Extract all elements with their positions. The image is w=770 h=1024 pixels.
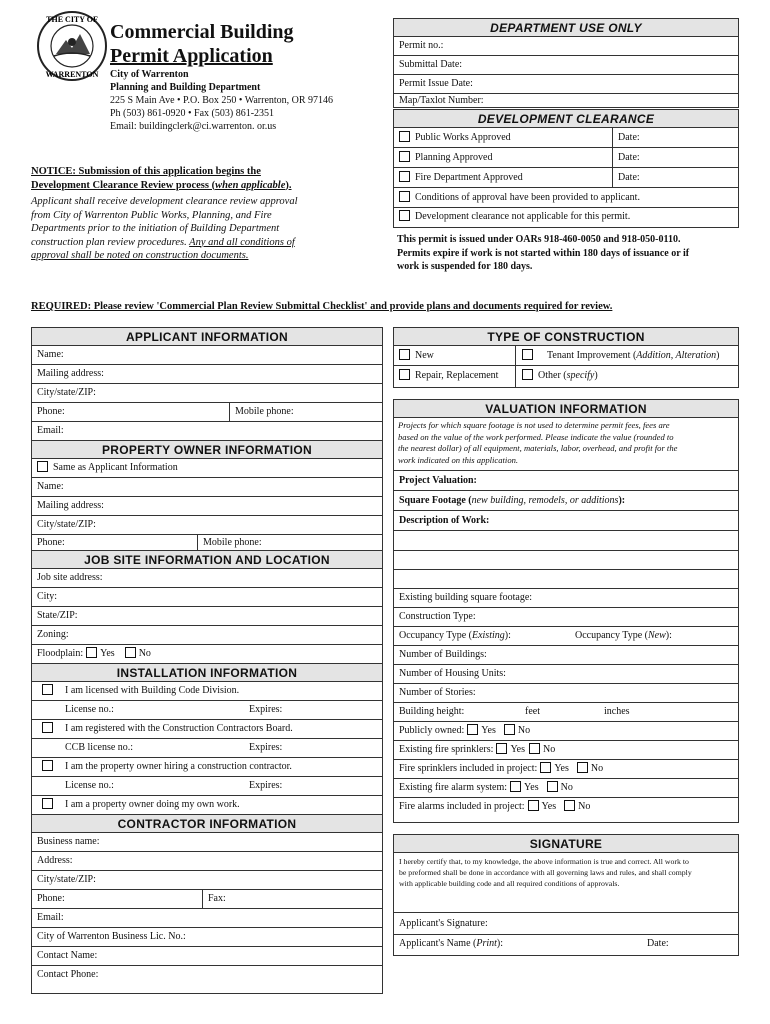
clearance-not-applicable[interactable]: Development clearance not applicable for this permit.: [394, 208, 738, 226]
jobsite-city-field[interactable]: City:: [32, 588, 382, 607]
floodplain-field[interactable]: Floodplain: Yes No: [32, 645, 382, 664]
fire-dept-approved[interactable]: Fire Department Approved Date:: [394, 168, 738, 188]
contact-name-field[interactable]: Contact Name:: [32, 947, 382, 966]
checkbox[interactable]: [522, 369, 533, 380]
tenant-improvement-option[interactable]: Tenant Improvement (Addition, Alteration): [522, 346, 719, 365]
business-license-field[interactable]: City of Warrenton Business Lic. No.:: [32, 928, 382, 947]
checkbox[interactable]: [399, 210, 410, 221]
oar-notice: This permit is issued under OARs 918-460-0050 and 918-050-0110. Permits expire if work is not started within 180 days of issuance or if work is suspended for 180 days.: [397, 234, 690, 272]
owner-info-title: PROPERTY OWNER INFORMATION: [32, 441, 382, 459]
svg-text:WARRENTON: WARRENTON: [45, 70, 99, 79]
valuation-title: VALUATION INFORMATION: [394, 400, 738, 418]
jobsite-info-title: JOB SITE INFORMATION AND LOCATION: [32, 551, 382, 569]
left-column: [31, 327, 383, 994]
applicant-print-name-field[interactable]: Applicant's Name (Print): Date:: [394, 935, 738, 955]
jobsite-statezip-field[interactable]: State/ZIP:: [32, 607, 382, 626]
zoning-field[interactable]: Zoning:: [32, 626, 382, 645]
alarm-proj-yes-checkbox[interactable]: [528, 800, 539, 811]
description-line-2[interactable]: [394, 531, 738, 551]
permit-issue-date-field[interactable]: Permit Issue Date:: [394, 75, 738, 94]
checkbox[interactable]: [42, 798, 53, 809]
dept-address: 225 S Main Ave • P.O. Box 250 • Warrenton, OR 97146: [110, 95, 334, 106]
submittal-date-field[interactable]: Submittal Date:: [394, 56, 738, 75]
owner-csz-field[interactable]: City/state/ZIP:: [32, 516, 382, 535]
alarm-proj-no-checkbox[interactable]: [564, 800, 575, 811]
construction-type-box: [393, 327, 739, 388]
checkbox[interactable]: [37, 461, 48, 472]
applicant-mobile-field[interactable]: Mobile phone:: [235, 406, 294, 417]
svg-text:THE CITY OF: THE CITY OF: [46, 15, 98, 24]
checkbox[interactable]: [399, 191, 410, 202]
applicant-phone-field[interactable]: Phone: Mobile phone:: [32, 403, 382, 422]
owner-phone-field[interactable]: Phone: Mobile phone:: [32, 535, 382, 551]
contractor-fax-field[interactable]: Fax:: [208, 893, 226, 904]
jobsite-address-field[interactable]: Job site address:: [32, 569, 382, 588]
ccb-license-field[interactable]: CCB license no.: Expires:: [32, 739, 382, 758]
checkbox[interactable]: [399, 369, 410, 380]
construction-row-2: [394, 366, 738, 387]
description-field[interactable]: Description of Work:: [394, 511, 738, 531]
num-housing-field[interactable]: Number of Housing Units:: [394, 665, 738, 684]
dept-contact: [110, 68, 333, 133]
floodplain-no-checkbox[interactable]: [125, 647, 136, 658]
checkbox[interactable]: [42, 684, 53, 695]
checkbox[interactable]: [399, 171, 410, 182]
contact-phone-field[interactable]: Contact Phone:: [37, 969, 99, 980]
sprinklers-proj-yes-checkbox[interactable]: [540, 762, 551, 773]
department-use-box: [393, 18, 739, 108]
owner-hiring-contractor[interactable]: I am the property owner hiring a construction contractor.: [32, 758, 382, 777]
dept-name: Planning and Building Department: [110, 82, 261, 93]
city-name: City of Warrenton: [110, 69, 189, 80]
num-stories-field[interactable]: Number of Stories:: [394, 684, 738, 703]
signature-title: SIGNATURE: [394, 835, 738, 853]
checkbox[interactable]: [399, 151, 410, 162]
contractor-phone-field[interactable]: Phone: Fax:: [32, 890, 382, 909]
project-alarm-field[interactable]: Fire alarms included in project: Yes No: [399, 801, 591, 812]
planning-approved[interactable]: Planning Approved Date:: [394, 148, 738, 168]
checkbox[interactable]: [42, 760, 53, 771]
ccb-registered[interactable]: I am registered with the Construction Contractors Board.: [32, 720, 382, 739]
dept-phone: Ph (503) 861-0920 • Fax (503) 861-2351: [110, 108, 275, 119]
dept-use-title: DEPARTMENT USE ONLY: [394, 19, 738, 37]
hiring-license-field[interactable]: License no.: Expires:: [32, 777, 382, 796]
checkbox[interactable]: [399, 131, 410, 142]
checkbox[interactable]: [522, 349, 533, 360]
development-clearance-box: [393, 109, 739, 228]
applicant-signature-field[interactable]: Applicant's Signature:: [394, 913, 738, 935]
publicly-owned-field[interactable]: Publicly owned: Yes No: [394, 722, 738, 741]
construction-type-field[interactable]: Construction Type:: [394, 608, 738, 627]
signature-box: [393, 834, 739, 956]
owner-own-work[interactable]: I am a property owner doing my own work.: [32, 796, 382, 815]
occupancy-field[interactable]: Occupancy Type (Existing): Occupancy Type (New):: [394, 627, 738, 646]
notice: NOTICE: Submission of this application begins the Development Clearance Review process (when applicable). Applicant shall receive development clearance review approval from City of Warrenton Public Works, Planning, and Fire Departments prior to the initiation of Building Department construction plan review procedures. Any and all conditions of approval shall be noted on construction documents.: [31, 166, 298, 261]
signature-date-field[interactable]: Date:: [647, 938, 669, 949]
license-no-field[interactable]: License no.: Expires:: [32, 701, 382, 720]
valuation-box: [393, 399, 739, 823]
licensed-bcd[interactable]: I am licensed with Building Code Division.: [32, 682, 382, 701]
applicant-email-field[interactable]: Email:: [32, 422, 382, 441]
new-option[interactable]: New: [399, 350, 434, 361]
other-option[interactable]: Other (specify): [522, 366, 598, 386]
applicant-csz-field[interactable]: City/state/ZIP:: [32, 384, 382, 403]
square-footage-field[interactable]: Square Footage (new building, remodels, or additions):: [394, 491, 738, 511]
same-as-applicant[interactable]: Same as Applicant Information: [32, 459, 382, 478]
contractor-address-field[interactable]: Address:: [32, 852, 382, 871]
owner-mobile-field[interactable]: Mobile phone:: [203, 537, 262, 548]
required-notice: REQUIRED: Please review 'Commercial Plan Review Submittal Checklist' and provide plans and documents required for review.: [31, 301, 613, 312]
contractor-csz-field[interactable]: City/state/ZIP:: [32, 871, 382, 890]
public-yes-checkbox[interactable]: [467, 724, 478, 735]
alarm-exist-yes-checkbox[interactable]: [510, 781, 521, 792]
contractor-email-field[interactable]: Email:: [32, 909, 382, 928]
num-buildings-field[interactable]: Number of Buildings:: [394, 646, 738, 665]
repair-option[interactable]: Repair, Replacement: [399, 370, 498, 381]
description-line-4[interactable]: [394, 570, 738, 589]
certification-text: I hereby certify that, to my knowledge, the above information is true and correct. All work to be preformed shall be done in accordance with all governing laws and rules, and shall comply with applicable building code and all required conditions of approvals.: [394, 853, 738, 913]
project-sprinklers-field[interactable]: Fire sprinklers included in project: Yes No: [394, 760, 738, 779]
dev-clear-title: DEVELOPMENT CLEARANCE: [394, 110, 738, 128]
building-height-field[interactable]: Building height: feet inches: [394, 703, 738, 722]
public-no-checkbox[interactable]: [504, 724, 515, 735]
existing-sprinklers-field[interactable]: Existing fire sprinklers: Yes No: [394, 741, 738, 760]
sprinklers-proj-no-checkbox[interactable]: [577, 762, 588, 773]
valuation-note: Projects for which square footage is not used to determine permit fees, fees are based on the value of the work performed. Please indicate the value (rounded to the nearest dollar) of all equipment, materials, labor, overhead, and profit for the work indicated on this application.: [394, 418, 738, 471]
checkbox[interactable]: [42, 722, 53, 733]
applicant-mailing-field[interactable]: Mailing address:: [32, 365, 382, 384]
floodplain-yes-checkbox[interactable]: [86, 647, 97, 658]
form-title: Commercial Building Permit Application: [110, 21, 294, 67]
project-valuation-field[interactable]: Project Valuation:: [394, 471, 738, 491]
dept-email: Email: buildingclerk@ci.warrenton. or.us: [110, 121, 277, 132]
applicant-name-field[interactable]: Name:: [32, 346, 382, 365]
sprinklers-exist-no-checkbox[interactable]: [529, 743, 540, 754]
public-works-approved[interactable]: Public Works Approved Date:: [394, 128, 738, 148]
alarm-exist-no-checkbox[interactable]: [547, 781, 558, 792]
owner-name-field[interactable]: Name:: [32, 478, 382, 497]
conditions-provided[interactable]: Conditions of approval have been provided to applicant.: [394, 188, 738, 208]
map-taxlot-field[interactable]: Map/Taxlot Number:: [399, 95, 484, 106]
installation-info-title: INSTALLATION INFORMATION: [32, 664, 382, 682]
construction-type-title: TYPE OF CONSTRUCTION: [394, 328, 738, 346]
permit-no-field[interactable]: Permit no.:: [394, 37, 738, 56]
contractor-info-title: CONTRACTOR INFORMATION: [32, 815, 382, 833]
description-line-3[interactable]: [394, 551, 738, 570]
existing-sqft-field[interactable]: Existing building square footage:: [394, 589, 738, 608]
existing-alarm-field[interactable]: Existing fire alarm system: Yes No: [394, 779, 738, 798]
applicant-info-title: APPLICANT INFORMATION: [32, 328, 382, 346]
owner-mailing-field[interactable]: Mailing address:: [32, 497, 382, 516]
sprinklers-exist-yes-checkbox[interactable]: [496, 743, 507, 754]
checkbox[interactable]: [399, 349, 410, 360]
city-seal: [36, 10, 108, 82]
business-name-field[interactable]: Business name:: [32, 833, 382, 852]
construction-row-1: [394, 346, 738, 366]
